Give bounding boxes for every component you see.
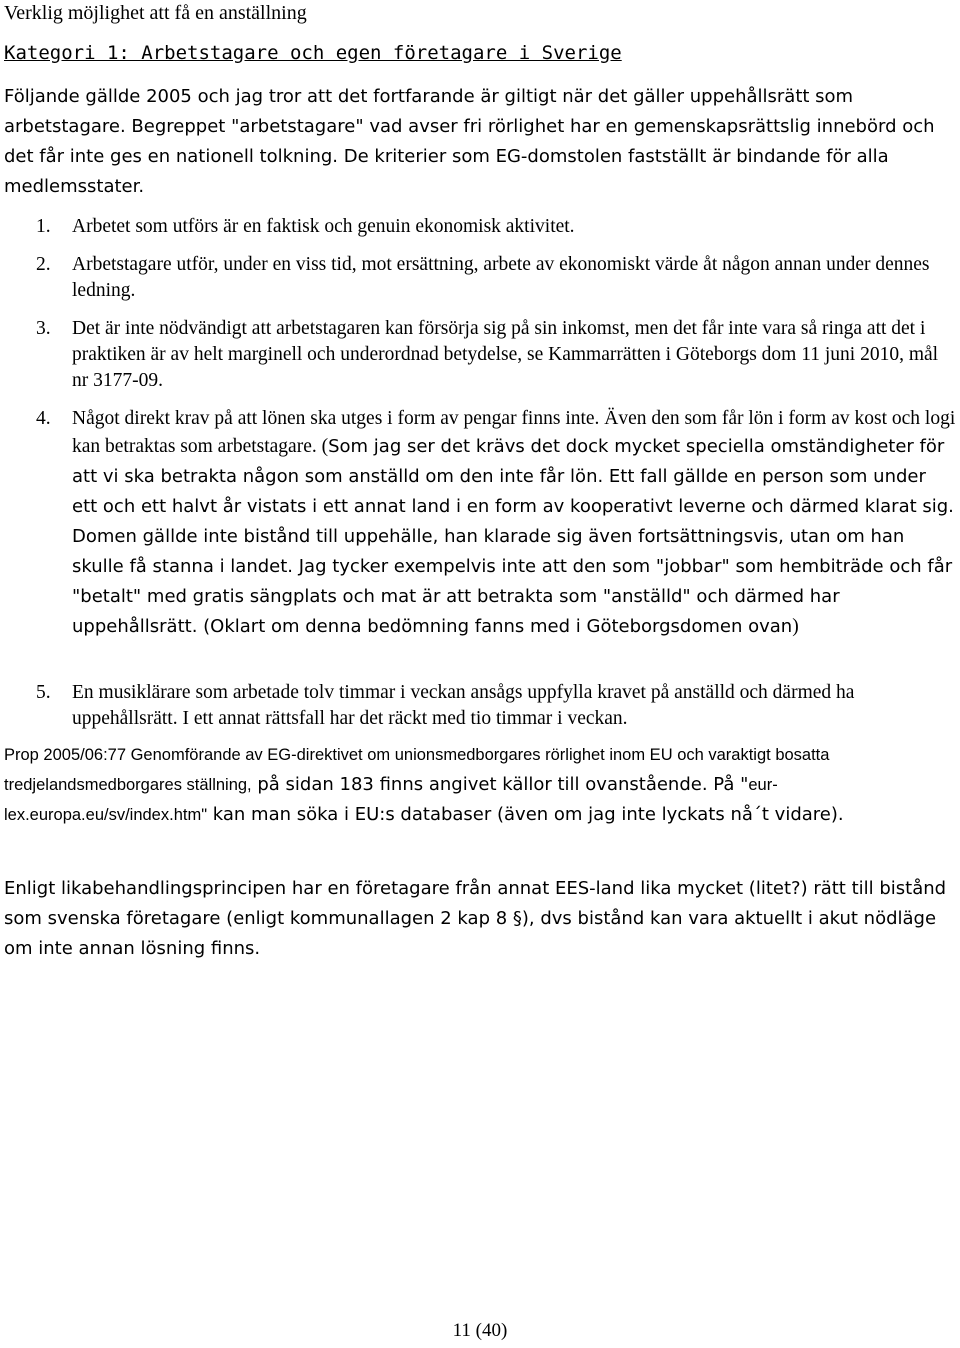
page-number: 11 (40) xyxy=(452,1320,508,1341)
criterion-text: Något direkt krav på att lönen ska utges i form av pengar finns inte. Även den som får lön i form av kost och logi kan betraktas som arbetstagare. ( xyxy=(72,408,956,457)
prop-note: på sidan 183 finns angivet källor till ovanstående. På " xyxy=(251,774,749,795)
criterion-text: Arbetet som utförs är en faktisk och genuin ekonomisk aktivitet. xyxy=(72,216,575,237)
proposition-reference xyxy=(4,740,956,830)
criterion-text-block xyxy=(72,406,956,642)
criterion-number: 5. xyxy=(36,682,51,703)
category-heading: Kategori 1: Arbetstagare och egen företagare i Sverige xyxy=(4,42,622,64)
criterion-2 xyxy=(36,252,956,304)
eurlex-link: eur-lex.europa.eu/sv/index.htm" xyxy=(4,776,778,824)
criterion-number: 4. xyxy=(36,408,51,429)
prop-citation: Prop 2005/06:77 Genomförande av EG-direktivet om unionsmedborgares rörlighet inom EU och varaktigt bosatta tredjelandsmedborgares ställning, xyxy=(4,746,830,794)
criterion-number: 3. xyxy=(36,318,51,339)
intro-paragraph: Följande gällde 2005 och jag tror att det fortfarande är giltigt när det gäller uppehållsrätt som arbetstagare. Begreppet "arbetstagare" vad avser fri rörlighet har en gemenskapsrättslig innebörd och det får inte ges en nationell tolkning. De kriterier som EG-domstolen fastställt är bindande för alla medlemsstater. xyxy=(4,86,935,197)
criterion-text: Det är inte nödvändigt att arbetstagaren kan försörja sig på sin inkomst, men det får inte vara så ringa att det i praktiken är av helt marginell och underordnad betydelse, se Kammarrätten i Göteborgs dom 11 juni 2010, mål nr 3177-09. xyxy=(72,318,939,391)
criterion-3 xyxy=(36,316,956,394)
criterion-number: 1. xyxy=(36,216,51,237)
equal-treatment-paragraph: Enligt likabehandlingsprincipen har en företagare från annat EES-land lika mycket (litet?) rätt till bistånd som svenska företagare (enligt kommunallagen 2 kap 8 §), dvs bistånd kan vara aktuellt i akut nödläge om inte annan lösning finns. xyxy=(4,878,947,959)
criterion-text: En musiklärare som arbetade tolv timmar i veckan ansågs uppfylla kravet på anställd och därmed ha uppehållsrätt. I ett annat rättsfall har det räckt med tio timmar i veckan. xyxy=(72,682,855,729)
criterion-4 xyxy=(36,406,956,642)
criterion-text: Arbetstagare utför, under en viss tid, mot ersättning, arbete av ekonomiskt värde åt någon annan under dennes ledning. xyxy=(72,254,930,301)
criterion-1 xyxy=(36,214,956,240)
author-comment: Som jag ser det krävs det dock mycket speciella omständigheter för att vi ska betrakta någon som anställd om den inte får lön. Ett fall gällde en person som under ett och ett halvt år vistats i ett annat land i en form av kooperativt leverne och därmed klarat sig. Domen gällde inte bistånd till uppehälle, han klarade sig även fortsättningsvis, utan om han skulle få stanna i landet. Jag tycker exempelvis inte att den som "jobbar" som hembiträde och får "betalt" med gratis sängplats och mat är att betrakta som "anställd" och därmed har uppehållsrätt. (Oklart om denna bedömning fanns med i Göteborgsdomen ovan xyxy=(72,436,954,637)
prop-note-2: kan man söka i EU:s databaser (även om jag inte lyckats nå´t vidare). xyxy=(207,804,844,825)
criterion-number: 2. xyxy=(36,254,51,275)
comment-closing: ) xyxy=(792,616,799,637)
document-title: Verklig möjlighet att få en anställning xyxy=(4,2,307,24)
criterion-5 xyxy=(36,680,956,732)
